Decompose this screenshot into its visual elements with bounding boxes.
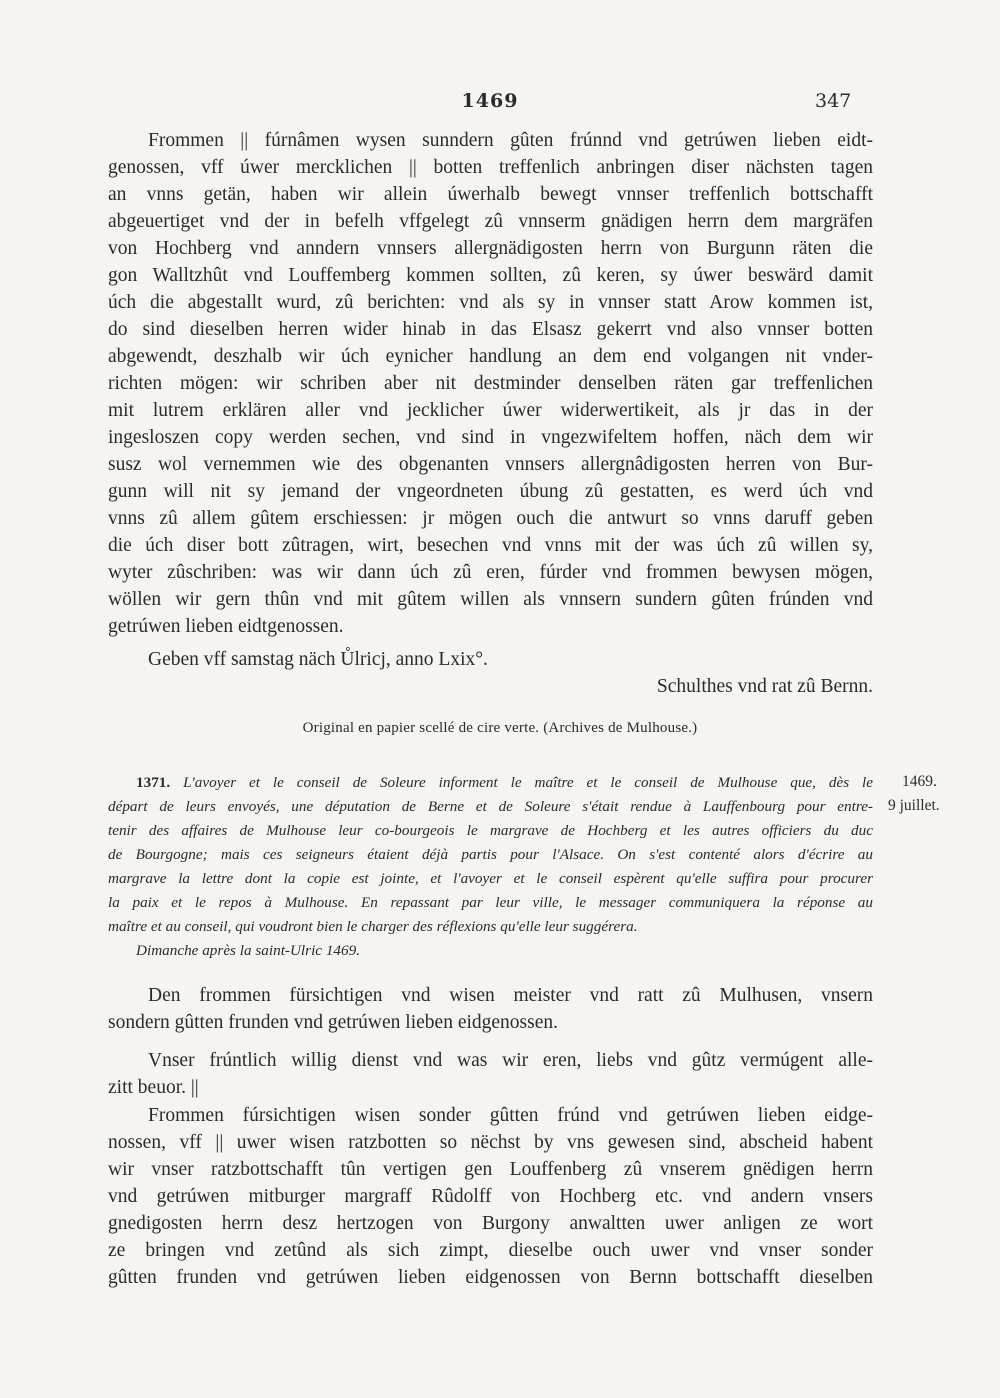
regest-first-line: L'avoyer et le conseil de Soleure informent le maître et le conseil de Mulhouse que, dès le xyxy=(183,774,873,791)
text-line: die úch diser bott zûtragen, wirt, besechen vnd vnns mit der was úch zû willen sy, xyxy=(108,535,873,556)
regest-line: départ de leurs envoyés, une députation de Berne et de Soleure s'était rendue à Lauffenbourg pour entre- xyxy=(108,798,873,815)
text-line: ingesloszen copy werden sechen, vnd sind in vngezwifeltem hoffen, näch dem wir xyxy=(108,427,873,448)
regest-line: maître et au conseil, qui voudront bien le charger des réflexions qu'elle leur suggérera. xyxy=(108,918,638,935)
text-line: abgeuertiget vnd der in befelh vffgelegt zû vnnserm gnädigen herrn dem margräfen xyxy=(108,211,873,232)
text-line: do sind dieselben herren wider hinab in das Elsasz gekerrt vnd also vnnser botten xyxy=(108,319,873,340)
source-note: Original en papier scellé de cire verte. (Archives de Mulhouse.) xyxy=(302,720,698,736)
regest-line: la paix et le repos à Mulhouse. En repassant par leur ville, le messager communiquera la réponse au xyxy=(108,894,873,911)
text-line: getrúwen lieben eidtgenossen. xyxy=(108,616,344,637)
margin-date: 9 juillet. xyxy=(888,797,940,814)
regest-line: margrave la lettre dont la copie est jointe, et l'avoyer et le conseil espèrent qu'elle suffira pour procurer xyxy=(108,870,873,887)
regest-date-line: Dimanche après la saint-Ulric 1469. xyxy=(136,942,360,959)
text-line: wyter zûschriben: was wir dann úch zû eren, fúrder vnd frommen bewysen mögen, xyxy=(108,562,873,583)
text-line: wöllen wir gern thûn vnd mit gûtem willen als vnnsern sundern gûten frúnden vnd xyxy=(108,589,873,610)
text-line: an vnns getän, haben wir allein úwerhalb bewegt vnnser treffenlich bottschafft xyxy=(108,184,873,205)
text-line: abgewendt, deszhalb wir úch eynicher handlung an dem end volgangen nit vnder- xyxy=(108,346,873,367)
regest-line xyxy=(108,771,873,794)
text-line: gunn will nit sy jemand der vngeordneten úbung zû gestatten, es werd úch vnd xyxy=(108,481,873,502)
text-line: wir vnser ratzbottschafft tûn vertigen gen Louffenberg zû vnserem gnëdigen herrn xyxy=(108,1159,873,1180)
text-line: Frommen || fúrnâmen wysen sunndern gûten frúnnd vnd getrúwen lieben eidt- xyxy=(148,130,873,151)
text-line: gnedigosten herrn desz hertzogen von Burgony anwaltten uwer anligen ze wort xyxy=(108,1213,873,1234)
greeting-line: zitt beuor. || xyxy=(108,1077,199,1098)
greeting-line: Vnser frúntlich willig dienst vnd was wir eren, liebs vnd gûtz vermúgent alle- xyxy=(148,1050,873,1071)
text-line: von Hochberg vnd anndern vnnsers allergnädigosten herrn von Burgunn räten die xyxy=(108,238,873,259)
text-line: mit lutrem erklären aller vnd jecklicher úwer widerwertikeit, als jr das in der xyxy=(108,400,873,421)
text-line: richten mögen: wir schriben aber nit destminder denselben räten gar treffenlichen xyxy=(108,373,873,394)
address-line: Den frommen fürsichtigen vnd wisen meister vnd ratt zû Mulhusen, vnsern xyxy=(148,985,873,1006)
text-line: vnns zû allem gûtem erschiessen: jr mögen ouch die antwurt so vnns daruff geben xyxy=(108,508,873,529)
margin-year: 1469. xyxy=(902,773,937,790)
running-head-year: 1469 xyxy=(461,90,519,112)
regest-number: 1371. xyxy=(136,774,171,791)
text-line: úch die abgestallt wurd, zû berichten: vnd als sy in vnnser statt Arow kommen ist, xyxy=(108,292,873,313)
dating-line: Geben vff samstag näch Ůlricj, anno Lxix°. xyxy=(148,649,488,670)
text-line: genossen, vff úwer mercklichen || botten treffenlich anbringen diser nächsten tagen xyxy=(108,157,873,178)
page-number: 347 xyxy=(815,90,852,112)
text-line: vnd getrúwen mitburger margraff Rûdolff von Hochberg etc. vnd andern vnsers xyxy=(108,1186,873,1207)
text-line: nossen, vff || uwer wisen ratzbotten so nëchst by vns gewesen sind, abscheid habent xyxy=(108,1132,873,1153)
regest-line: de Bourgogne; mais ces seigneurs étaient déjà partis pour l'Alsace. On s'est contenté alors d'écrire au xyxy=(108,846,873,863)
text-line: gûtten frunden vnd getrúwen lieben eidgenossen von Bernn bottschafft dieselben xyxy=(108,1267,873,1288)
text-line: Frommen fúrsichtigen wisen sonder gûtten frúnd vnd getrúwen lieben eidge- xyxy=(148,1105,873,1126)
regest-line: tenir des affaires de Mulhouse leur co-bourgeois le margrave de Hochberg et les autres officiers du duc xyxy=(108,822,873,839)
signature: Schulthes vnd rat zû Bernn. xyxy=(656,676,873,697)
text-line: ze bringen vnd zetûnd als sich zimpt, dieselbe ouch uwer vnd vnser sonder xyxy=(108,1240,873,1261)
text-line: gon Walltzhût vnd Louffemberg kommen sollten, zû keren, sy úwer beswärd damit xyxy=(108,265,873,286)
text-line: susz wol vernemmen wie des obgenanten vnnsers allergnâdigosten herren von Bur- xyxy=(108,454,873,475)
address-line: sondern gûtten frunden vnd getrúwen lieben eidgenossen. xyxy=(108,1012,559,1033)
